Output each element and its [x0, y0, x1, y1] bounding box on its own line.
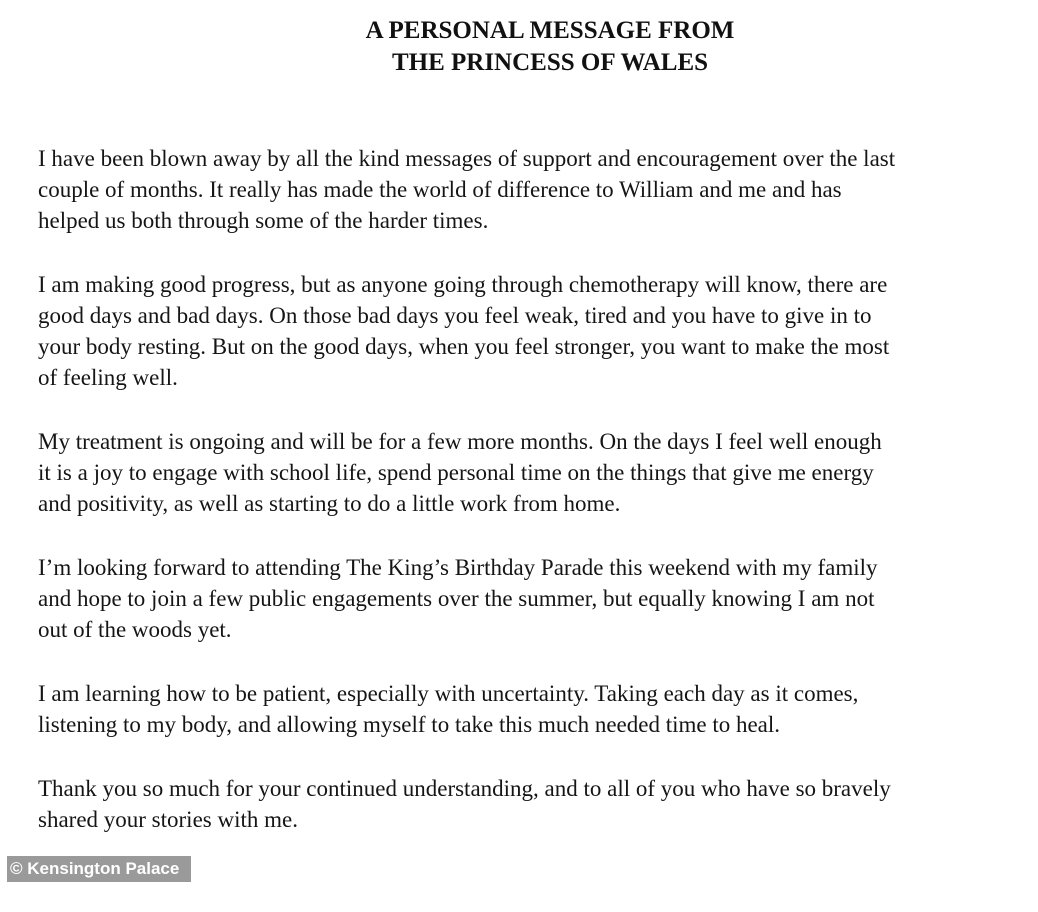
text-line: I’m looking forward to attending The King’s Birthday Parade this weekend with my family [38, 555, 878, 580]
text-line: it is a joy to engage with school life, spend personal time on the things that give me energy [38, 460, 874, 485]
text-line: out of the woods yet. [38, 617, 232, 642]
photo-credit: © Kensington Palace [7, 856, 191, 882]
text-line: I am making good progress, but as anyone going through chemotherapy will know, there are [38, 272, 888, 297]
text-line: Thank you so much for your continued understanding, and to all of you who have so bravely [38, 776, 891, 801]
text-line: and hope to join a few public engagements over the summer, but equally knowing I am not [38, 586, 875, 611]
text-line: My treatment is ongoing and will be for a few more months. On the days I feel well enough [38, 429, 882, 454]
text-line: shared your stories with me. [38, 807, 298, 832]
paragraph-progress [38, 269, 889, 393]
paragraph-support-messages [38, 143, 895, 236]
text-line: helped us both through some of the harder times. [38, 208, 489, 233]
paragraph-thank-you [38, 773, 891, 835]
text-line: couple of months. It really has made the world of difference to William and me and has [38, 177, 842, 202]
text-line: and positivity, as well as starting to do a little work from home. [38, 491, 621, 516]
title-line: THE PRINCESS OF WALES [391, 49, 709, 76]
paragraph-treatment [38, 426, 882, 519]
title-line: A PERSONAL MESSAGE FROM [365, 17, 735, 44]
text-line: of feeling well. [38, 365, 178, 390]
text-line: your body resting. But on the good days, when you feel stronger, you want to make the most [38, 334, 890, 359]
text-line: good days and bad days. On those bad days you feel weak, tired and you have to give in to [38, 303, 872, 328]
text-line: I am learning how to be patient, especially with uncertainty. Taking each day as it comes, [38, 681, 859, 706]
text-line: listening to my body, and allowing myself to take this much needed time to heal. [38, 712, 781, 737]
paragraph-birthday-parade [38, 552, 878, 645]
text-line: I have been blown away by all the kind messages of support and encouragement over the last [38, 146, 896, 171]
document-title [0, 15, 1038, 79]
paragraph-patience [38, 678, 858, 740]
